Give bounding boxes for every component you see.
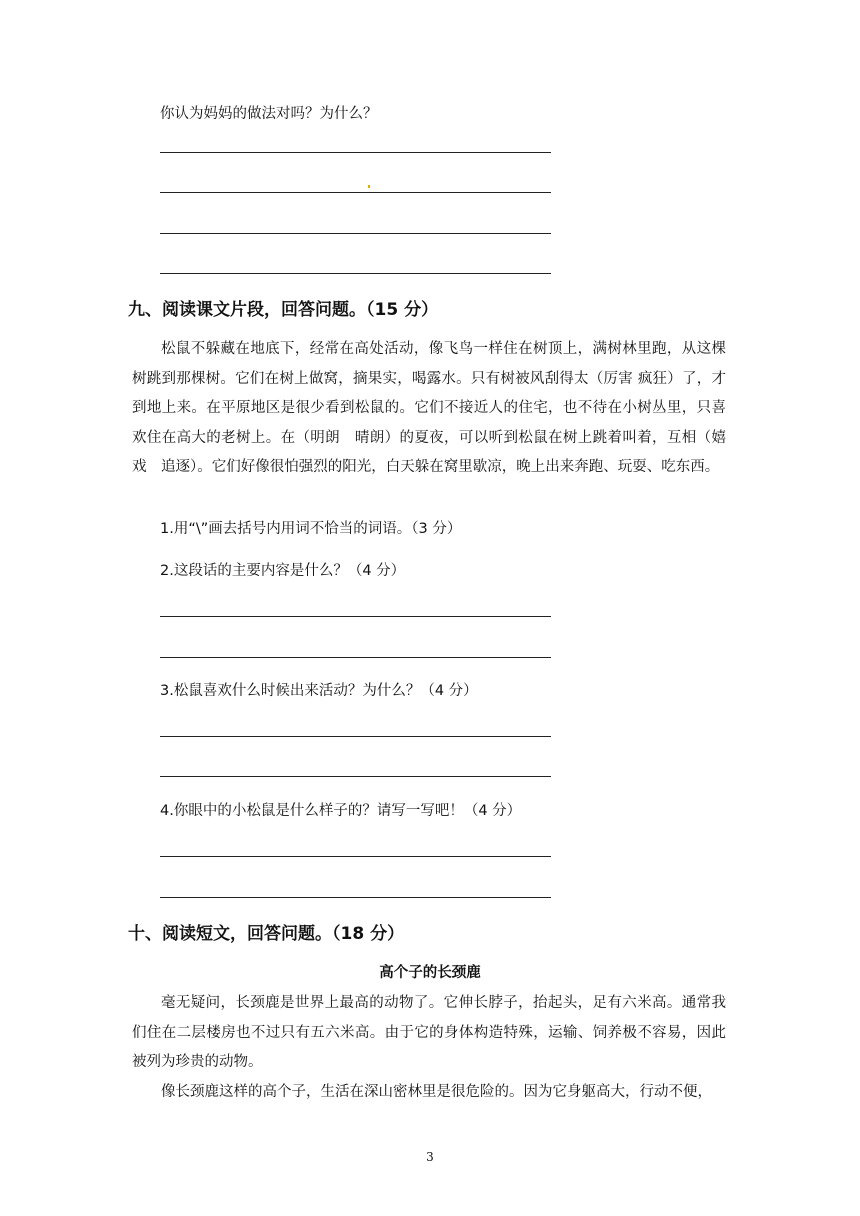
answer-line[interactable]: [160, 736, 551, 737]
question-9-1: 1.用“\”画去括号内用词不恰当的词语。（3 分）: [160, 521, 462, 537]
answer-line[interactable]: [160, 616, 551, 617]
answer-line[interactable]: [160, 273, 551, 274]
stray-mark: [368, 185, 370, 188]
section-10-passage: [132, 989, 726, 1107]
answer-line[interactable]: [160, 897, 551, 898]
answer-line[interactable]: [160, 776, 551, 777]
section-9-passage: [132, 335, 726, 483]
section-9-heading: 九、阅读课文片段，回答问题。（15 分）: [128, 300, 439, 320]
passage-paragraph: 松鼠不躲藏在地底下，经常在高处活动，像飞鸟一样住在树顶上，满树林里跑，从这棵树跳到那棵树。它们在树上做窝，摘果实，喝露水。只有树被风刮得太（厉害 疯狂）了，才到地上来。在平原地区是很少看到松鼠的。它们不接近人的住宅，也不待在小树丛里，只喜欢住在高大的老树上。在（明朗 晴朗）的夏夜，可以听到松鼠在树上跳着叫着，互相（嬉戏 追逐）。它们好像很怕强烈的阳光，白天躲在窝里歇凉，晚上出来奔跑、玩耍、吃东西。: [132, 341, 726, 475]
passage-paragraph: 毫无疑问，长颈鹿是世界上最高的动物了。它伸长脖子，抬起头，足有六米高。通常我们住在二层楼房也不过只有五六米高。由于它的身体构造特殊，运输、饲养极不容易，因此被列为珍贵的动物。: [132, 995, 726, 1070]
answer-line[interactable]: [160, 233, 551, 234]
question-prev: 你认为妈妈的做法对吗？为什么？: [160, 106, 378, 122]
answer-line[interactable]: [160, 856, 551, 857]
question-9-4: 4.你眼中的小松鼠是什么样子的？请写一写吧！（4 分）: [160, 803, 522, 819]
page-number: 3: [426, 1150, 434, 1164]
answer-line[interactable]: [160, 152, 551, 153]
answer-line[interactable]: [160, 192, 551, 193]
question-9-3: 3.松鼠喜欢什么时候出来活动？为什么？（4 分）: [160, 683, 478, 699]
question-9-2: 2.这段话的主要内容是什么？（4 分）: [160, 563, 406, 579]
section-10-heading: 十、阅读短文，回答问题。（18 分）: [128, 924, 405, 944]
passage-title: 高个子的长颈鹿: [379, 965, 481, 981]
answer-line[interactable]: [160, 657, 551, 658]
passage-paragraph: 像长颈鹿这样的高个子，生活在深山密林里是很危险的。因为它身躯高大，行动不便，: [161, 1083, 712, 1100]
